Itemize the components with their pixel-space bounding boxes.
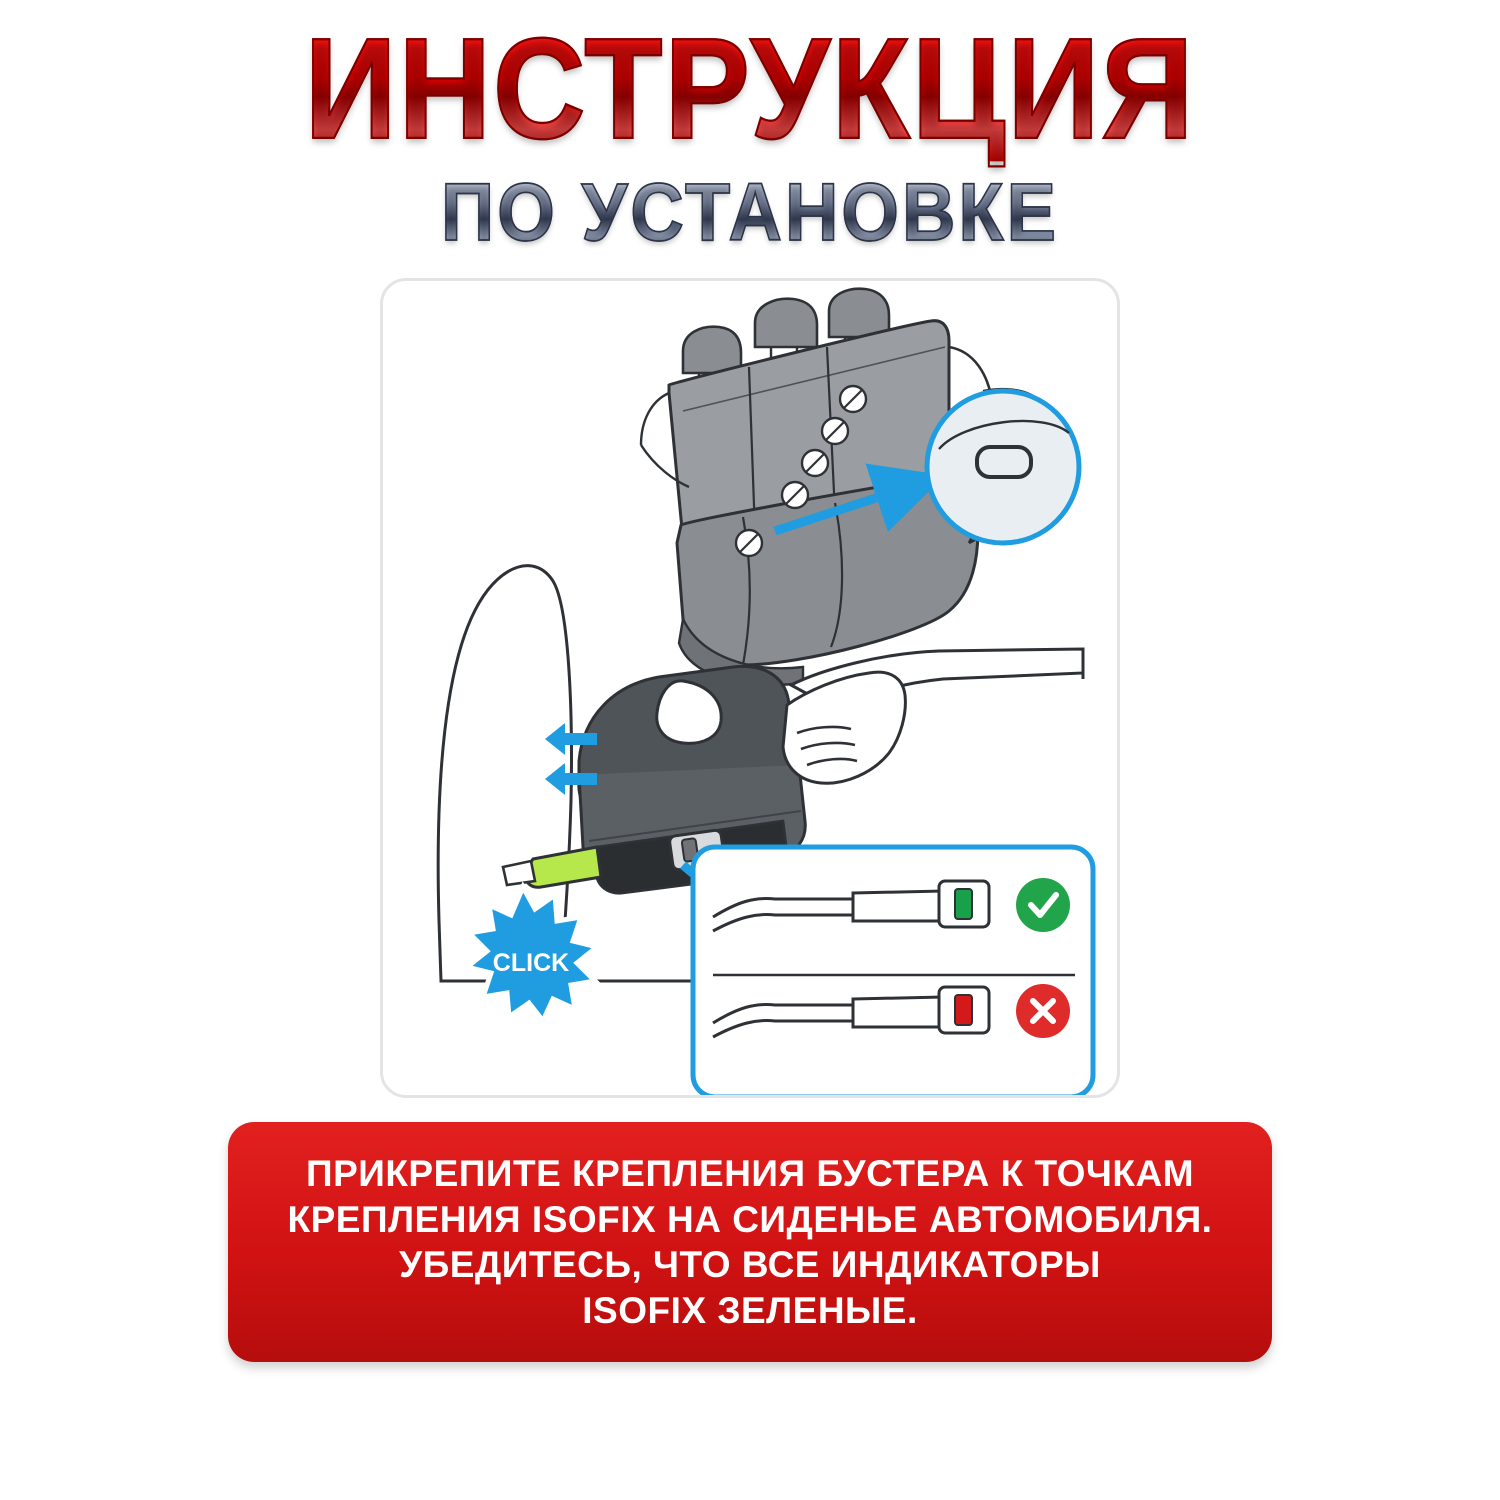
page-title: ИНСТРУКЦИЯ — [0, 18, 1500, 161]
indicator-comparison-panel — [683, 847, 1093, 1095]
click-label: CLICK — [492, 949, 570, 977]
check-circle-icon — [1016, 878, 1070, 932]
hand-illustration — [783, 649, 1083, 783]
caption-line: ПРИКРЕПИТЕ КРЕПЛЕНИЯ БУСТЕРА К ТОЧКАМ — [305, 1153, 1195, 1194]
installation-illustration — [383, 281, 1117, 1095]
caption-line: ISOFIX ЗЕЛЕНЫЕ. — [582, 1289, 918, 1331]
illustration-card — [380, 278, 1120, 1098]
caption-text — [288, 1151, 1213, 1333]
title-block — [0, 9, 1500, 258]
car-seat-group — [641, 289, 1079, 685]
caption-line: УБЕДИТЕСЬ, ЧТО ВСЕ ИНДИКАТОРЫ — [399, 1244, 1101, 1285]
caption-banner — [228, 1122, 1272, 1362]
caption-line: КРЕПЛЕНИЯ ISOFIX НА СИДЕНЬЕ АВТОМОБИЛЯ. — [287, 1198, 1213, 1240]
page-subtitle: ПО УСТАНОВКЕ — [0, 172, 1500, 253]
